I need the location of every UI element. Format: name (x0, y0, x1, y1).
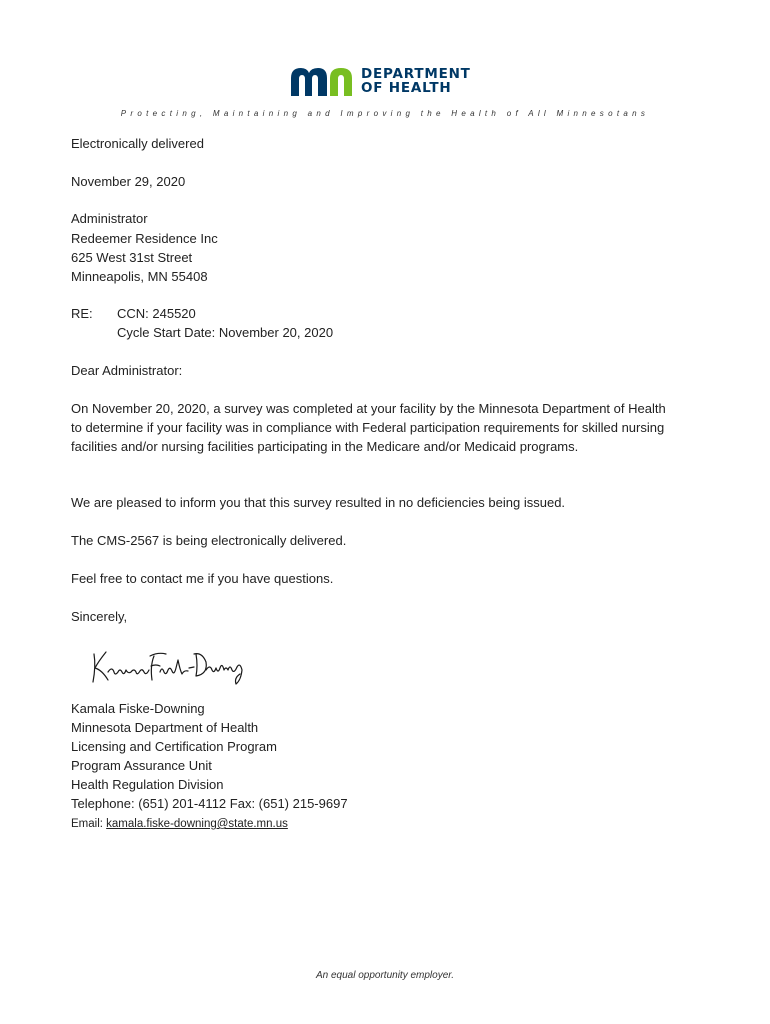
mn-logo-mark (289, 64, 359, 98)
signer-division: Health Regulation Division (71, 777, 224, 792)
recipient-city: Minneapolis, MN 55408 (71, 269, 208, 284)
letter-date: November 29, 2020 (71, 174, 186, 189)
signer-email-line (71, 815, 288, 832)
tagline: Protecting, Maintaining and Improving the Health of All Minnesotans (120, 109, 650, 118)
signer-org: Minnesota Department of Health (71, 720, 259, 735)
re-label: RE: (71, 306, 93, 321)
recipient-street: 625 West 31st Street (71, 250, 193, 265)
signer-program: Licensing and Certification Program (71, 739, 277, 754)
email-link[interactable]: kamala.fiske-downing@state.mn.us (106, 818, 288, 830)
body-paragraph-2: We are pleased to inform you that this survey resulted in no deficiencies being issued. (71, 495, 566, 510)
handwritten-signature (88, 640, 248, 691)
email-label: Email: (71, 818, 107, 830)
salutation: Dear Administrator: (71, 363, 183, 378)
department-of-health-wordmark: DEPARTMENT OF HEALTH (361, 66, 471, 96)
re-ccn: CCN: 245520 (117, 306, 196, 321)
footer-note: An equal opportunity employer. (315, 970, 455, 981)
body-paragraph-4: Feel free to contact me if you have questions. (71, 571, 334, 586)
signer-unit: Program Assurance Unit (71, 758, 212, 773)
signer-name: Kamala Fiske-Downing (71, 701, 205, 716)
recipient-facility: Redeemer Residence Inc (71, 231, 218, 246)
signer-phone-fax: Telephone: (651) 201-4112 Fax: (651) 215-9697 (71, 796, 348, 811)
body-paragraph-1: On November 20, 2020, a survey was completed at your facility by the Minnesota Department of Health to determine if your facility was in compliance with Federal participation requirements for skilled nursing facilities and/or nursing facilities participating in the Medicare and/or Medicaid programs. (71, 401, 666, 454)
body-paragraph-3: The CMS-2567 is being electronically delivered. (71, 533, 347, 548)
delivery-note: Electronically delivered (71, 136, 204, 151)
re-cycle-start: Cycle Start Date: November 20, 2020 (117, 325, 334, 340)
closing: Sincerely, (71, 609, 128, 624)
recipient-title: Administrator (71, 211, 148, 226)
mdh-logo (289, 64, 484, 98)
